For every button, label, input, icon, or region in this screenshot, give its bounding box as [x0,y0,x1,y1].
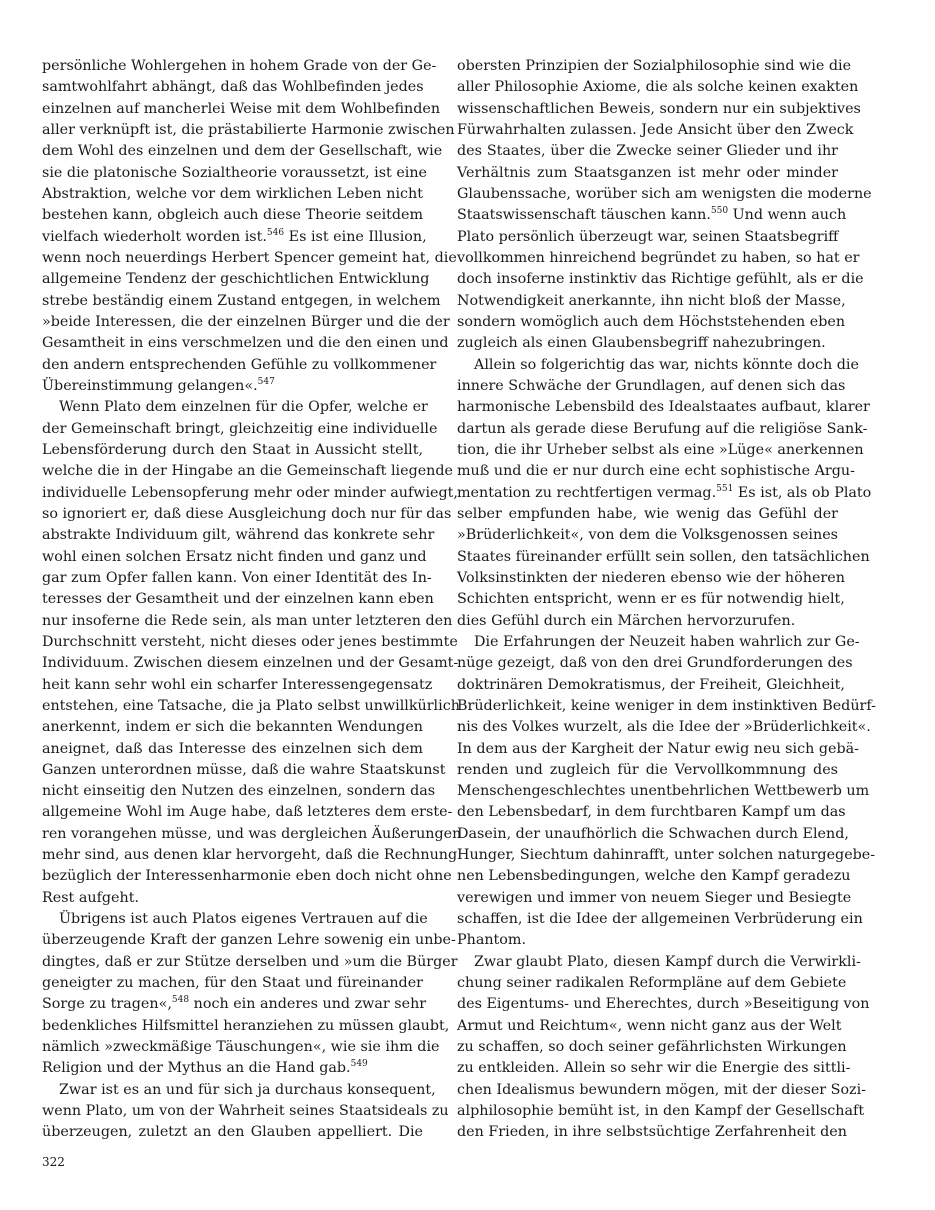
line-text: aller Philosophie Axiome, die als solche keinen exakten [457,79,859,96]
line-text: Zwar ist es an und für sich ja durchaus konsequent, [59,1081,436,1098]
line-text: Übrigens ist auch Platos eigenes Vertrauen auf die [59,911,428,928]
text-line [457,312,846,333]
text-line [42,376,423,397]
text-line [42,717,423,738]
text-line [42,205,423,226]
line-text: nur insoferne die Rede sein, als man unter letzteren den [42,612,453,629]
line-text: nis des Volkes wurzelt, als die Idee der »Brüderlichkeit«. [457,719,871,736]
line-text: Hunger, Siechtum dahinrafft, unter solchen naturgegebe- [457,847,876,864]
text-line [457,1037,847,1058]
line-text: mentation zu rechtfertigen vermag. [457,484,717,501]
text-line [42,866,452,887]
line-text: Sorge zu tragen«, [42,996,172,1013]
line-text: anerkennt, indem er sich die bekannten Wendungen [42,719,423,736]
text-line [457,973,847,994]
text-line [42,930,456,951]
text-line [42,333,449,354]
line-text: Schichten entspricht, wenn er es für notwendig hielt, [457,591,845,608]
line-text: der Gemeinschaft bringt, gleichzeitig eine individuelle [42,420,438,437]
line-text: zu entkleiden. Allein so sehr wir die Energie des sittli- [457,1060,851,1077]
text-line [457,952,861,973]
line-text: den andern entsprechenden Gefühle zu vollkommener [42,356,437,373]
line-text: Verhältnis zum Staatsganzen ist mehr oder minder [457,164,838,181]
line-text: nicht einseitig den Nutzen des einzelnen, sondern das [42,783,436,800]
text-line [457,163,838,184]
line-text: allgemeine Tendenz der geschichtlichen Entwicklung [42,271,430,288]
footnote-marker: 549 [350,1059,368,1070]
text-line [42,802,453,823]
text-line [42,141,443,162]
text-line [457,717,871,738]
text-line [457,888,852,909]
line-text: muß und die er nur durch eine echt sophistische Argu- [457,463,855,480]
line-text: Rest aufgeht. [42,889,139,906]
footnote-marker: 546 [266,227,285,238]
text-line [457,291,846,312]
line-text: Allein so folgerichtig das war, nichts könnte doch die [474,356,859,373]
text-line [457,120,854,141]
text-line [457,632,860,653]
line-text: dingtes, daß er zur Stütze derselben und »um die Bürger [42,953,458,970]
text-line [457,227,838,248]
line-text: überzeugende Kraft der ganzen Lehre sowenig ein unbe- [42,932,456,949]
text-line [457,205,847,226]
text-line [42,120,455,141]
line-text: Individuum. Zwischen diesem einzelnen und der Gesamt- [42,655,459,672]
text-line [42,99,441,120]
line-text: wenn Plato, um von der Wahrheit seines Staatsideals zu [42,1103,449,1120]
text-line [457,568,845,589]
text-line [42,909,428,930]
text-line [457,1058,851,1079]
line-text: aneignet, daß das Interesse des einzelnen sich dem [42,740,423,757]
line-text: sie die platonische Sozialtheorie voraussetzt, ist eine [42,164,428,181]
line-text: dies Gefühl durch ein Märchen hervorzurufen. [457,612,796,629]
text-line [42,611,453,632]
line-text: den Frieden, in ihre selbstsüchtige Zerfahrenheit den [457,1124,847,1141]
line-text: vielfach wiederholt worden ist. [42,228,267,245]
text-line [457,930,838,951]
text-line [457,866,851,887]
line-text: dartun als gerade diese Berufung auf die religiöse Sank- [457,420,868,437]
text-line [457,525,838,546]
line-text-continuation: Es ist eine Illusion, [284,228,427,245]
text-line [42,973,423,994]
line-text: so ignoriert er, daß diese Ausgleichung doch nur für das [42,505,452,522]
text-line [42,291,441,312]
text-line [457,355,859,376]
line-text: Glaubenssache, worüber sich am wenigsten die moderne [457,185,872,202]
text-line [457,248,860,269]
text-line [457,675,845,696]
text-line [42,440,423,461]
left-text-column [42,56,462,1144]
text-line [42,461,454,482]
text-line [42,163,428,184]
line-text: Die Erfahrungen der Neuzeit haben wahrlich zur Ge- [474,633,860,650]
line-text: verewigen und immer von neuem Sieger und Besiegte [457,889,852,906]
text-line [457,184,872,205]
line-text: tion, die ihr Urheber selbst als eine »Lüge« anerkennen [457,441,864,458]
line-text: »beide Interessen, die der einzelnen Bürger und die der [42,313,450,330]
line-text: einzelnen auf mancherlei Weise mit dem Wohlbefinden [42,100,441,117]
text-line [42,547,427,568]
line-text: zu schaffen, so doch seiner gefährlichsten Wirkungen [457,1039,847,1056]
line-text: Brüderlichkeit, keine weniger in dem instinktiven Bedürf- [457,697,876,714]
text-line [457,589,845,610]
text-line [457,739,859,760]
text-line [42,184,423,205]
text-line [42,504,452,525]
line-text: vollkommen hinreichend begründet zu haben, so hat er [457,249,860,266]
text-line [42,568,432,589]
text-line [457,1080,866,1101]
line-text: Lebensförderung durch den Staat in Aussicht stellt, [42,441,423,458]
text-line [42,653,459,674]
line-text: persönliche Wohlergehen in hohem Grade von der Ge- [42,58,437,74]
line-text: Religion und der Mythus an die Hand gab. [42,1060,351,1077]
text-line [457,99,861,120]
text-line [42,952,458,973]
text-line [42,696,460,717]
line-text: gar zum Opfer fallen kann. Von einer Identität des In- [42,569,432,586]
text-line [42,739,423,760]
text-line [457,611,838,632]
text-line [457,77,859,98]
text-line [42,1101,449,1122]
line-text: Notwendigkeit anerkannte, ihn nicht bloß der Masse, [457,292,846,309]
line-text: wohl einen solchen Ersatz nicht finden und ganz und [42,548,427,565]
line-text: den Lebensbedarf, in dem furchtbaren Kampf um das [457,804,846,821]
text-line [457,802,846,823]
text-line [42,760,446,781]
right-text-column [457,56,876,1144]
line-text: harmonische Lebensbild des Idealstaates aufbaut, klarer [457,399,870,416]
line-text-continuation: Und wenn auch [728,207,847,224]
line-text: Ganzen unterordnen müsse, daß die wahre Staatskunst [42,761,446,778]
line-text: bedenkliches Hilfsmittel heranziehen zu müssen glaubt, [42,1017,450,1034]
text-line [42,355,437,376]
text-line [457,483,872,504]
line-text: Fürwahrhalten zulassen. Jede Ansicht über den Zweck [457,121,854,138]
text-line [457,141,838,162]
text-line [42,994,427,1015]
text-line [42,632,458,653]
line-text: Durchschnitt versteht, nicht dieses oder jenes bestimmte [42,633,458,650]
line-text: »Brüderlichkeit«, von dem die Volksgenossen seines [457,527,838,544]
line-text: innere Schwäche der Grundlagen, auf denen sich das [457,377,846,394]
line-text: des Eigentums- und Eherechtes, durch »Beseitigung von [457,996,870,1013]
text-line [42,824,462,845]
line-text: Staatswissenschaft täuschen kann. [457,207,711,224]
text-line [42,248,457,269]
text-line [457,504,838,525]
text-line [42,419,438,440]
line-text: strebe beständig einem Zustand entgegen, in welchem [42,292,441,309]
line-text: samtwohlfahrt abhängt, daß das Wohlbefinden jedes [42,79,424,96]
text-line [42,1037,440,1058]
line-text: chen Idealismus bewundern mögen, mit der dieser Sozi- [457,1081,866,1098]
text-line [42,888,423,909]
text-line [42,589,434,610]
text-line [42,1016,450,1037]
text-line [42,845,458,866]
line-text: bezüglich der Interessenharmonie eben doch nicht ohne [42,868,452,885]
text-line [457,781,870,802]
line-text: sondern womöglich auch dem Höchststehenden eben [457,313,846,330]
line-text: In dem aus der Kargheit der Natur ewig neu sich gebä- [457,740,859,757]
text-line [457,845,876,866]
line-text: Staates füreinander erfüllt sein sollen, den tatsächlichen [457,548,870,565]
line-text-continuation: noch ein anderes und zwar sehr [189,996,427,1013]
line-text: obersten Prinzipien der Sozialphilosophie sind wie die [457,58,852,74]
line-text: individuelle Lebensopferung mehr oder minder aufwiegt, [42,484,458,501]
text-line [42,525,435,546]
line-text: geneigter zu machen, für den Staat und füreinander [42,975,423,992]
text-line [457,461,855,482]
line-text: dem Wohl des einzelnen und dem der Gesellschaft, wie [42,143,443,160]
text-line [457,824,849,845]
text-line [457,397,870,418]
text-line [42,675,433,696]
footnote-marker: 550 [710,206,729,217]
text-line [42,781,436,802]
footnote-marker: 551 [716,483,734,494]
footnote-marker: 548 [171,995,190,1006]
line-text: Plato persönlich überzeugt war, seinen Staatsbegriff [457,228,839,245]
line-text: Übereinstimmung gelangen«. [42,377,258,394]
text-line [457,994,870,1015]
line-text: wenn noch neuerdings Herbert Spencer gemeint hat, die [42,249,457,266]
text-line [42,56,437,77]
text-line [457,56,852,77]
text-line [42,397,428,418]
text-line [457,547,870,568]
page-number: 322 [42,1155,65,1169]
line-text: mehr sind, aus denen klar hervorgeht, daß die Rechnung [42,847,458,864]
text-line [457,1122,847,1143]
line-text: nämlich »zweckmäßige Täuschungen«, wie sie ihm die [42,1039,440,1056]
line-text: heit kann sehr wohl ein scharfer Interessengegensatz [42,676,433,693]
text-line [42,227,427,248]
line-text: alphilosophie bemüht ist, in den Kampf der Gesellschaft [457,1103,865,1120]
text-line [42,1122,423,1143]
line-text: selber empfunden habe, wie wenig das Gefühl der [457,505,838,522]
text-line [42,1080,436,1101]
text-line [457,1016,842,1037]
text-line [42,269,430,290]
line-text: renden und zugleich für die Vervollkommnung des [457,761,838,778]
line-text: Wenn Plato dem einzelnen für die Opfer, welche er [59,399,428,416]
line-text: Dasein, der unaufhörlich die Schwachen durch Elend, [457,825,849,842]
line-text: schaffen, ist die Idee der allgemeinen Verbrüderung ein [457,911,863,928]
line-text: Gesamtheit in eins verschmelzen und die den einen und [42,335,449,352]
text-line [457,696,876,717]
text-line [42,77,423,98]
line-text: Armut und Reichtum«, wenn nicht ganz aus der Welt [457,1017,842,1034]
text-line [42,312,450,333]
line-text: chung seiner radikalen Reformpläne auf dem Gebiete [457,975,847,992]
line-text: ren vorangehen müsse, und was dergleichen Äußerungen [42,825,462,842]
line-text: Volksinstinkten der niederen ebenso wie der höheren [457,569,845,586]
text-line [457,419,868,440]
text-line [42,1058,423,1079]
line-text: Abstraktion, welche vor dem wirklichen Leben nicht [42,185,423,202]
text-line [457,269,864,290]
line-text-continuation: Es ist, als ob Plato [733,484,872,501]
line-text: teresses der Gesamtheit und der einzelnen kann eben [42,591,434,608]
line-text: wissenschaftlichen Beweis, sondern nur ein subjektives [457,100,861,117]
text-line [457,909,863,930]
line-text: Menschengeschlechtes unentbehrlichen Wettbewerb um [457,783,870,800]
line-text: des Staates, über die Zwecke seiner Glieder und ihr [457,143,838,160]
line-text: doktrinären Demokratismus, der Freiheit, Gleichheit, [457,676,845,693]
line-text: Zwar glaubt Plato, diesen Kampf durch die Verwirkli- [474,953,861,970]
line-text: entstehen, eine Tatsache, die ja Plato selbst unwillkürlich [42,697,460,714]
line-text: Phantom. [457,932,527,949]
text-line [457,1101,865,1122]
line-text: bestehen kann, obgleich auch diese Theorie seitdem [42,207,424,224]
line-text: doch insoferne instinktiv das Richtige gefühlt, als er die [457,271,864,288]
text-line [42,483,458,504]
line-text: aller verknüpft ist, die prästabilierte Harmonie zwischen [42,121,455,138]
line-text: nen Lebensbedingungen, welche den Kampf geradezu [457,868,851,885]
footnote-marker: 547 [257,376,275,387]
line-text: abstrakte Individuum gilt, während das konkrete sehr [42,527,435,544]
text-line [457,376,846,397]
line-text: zugleich als einen Glaubensbegriff nahezubringen. [457,335,826,352]
text-line [457,653,853,674]
text-line [457,440,864,461]
text-line [457,760,838,781]
line-text: allgemeine Wohl im Auge habe, daß letzteres dem erste- [42,804,453,821]
line-text: nüge gezeigt, daß von den drei Grundforderungen des [457,655,853,672]
text-line [457,333,838,354]
line-text: welche die in der Hingabe an die Gemeinschaft liegende [42,463,454,480]
line-text: überzeugen, zuletzt an den Glauben appelliert. Die [42,1124,423,1141]
